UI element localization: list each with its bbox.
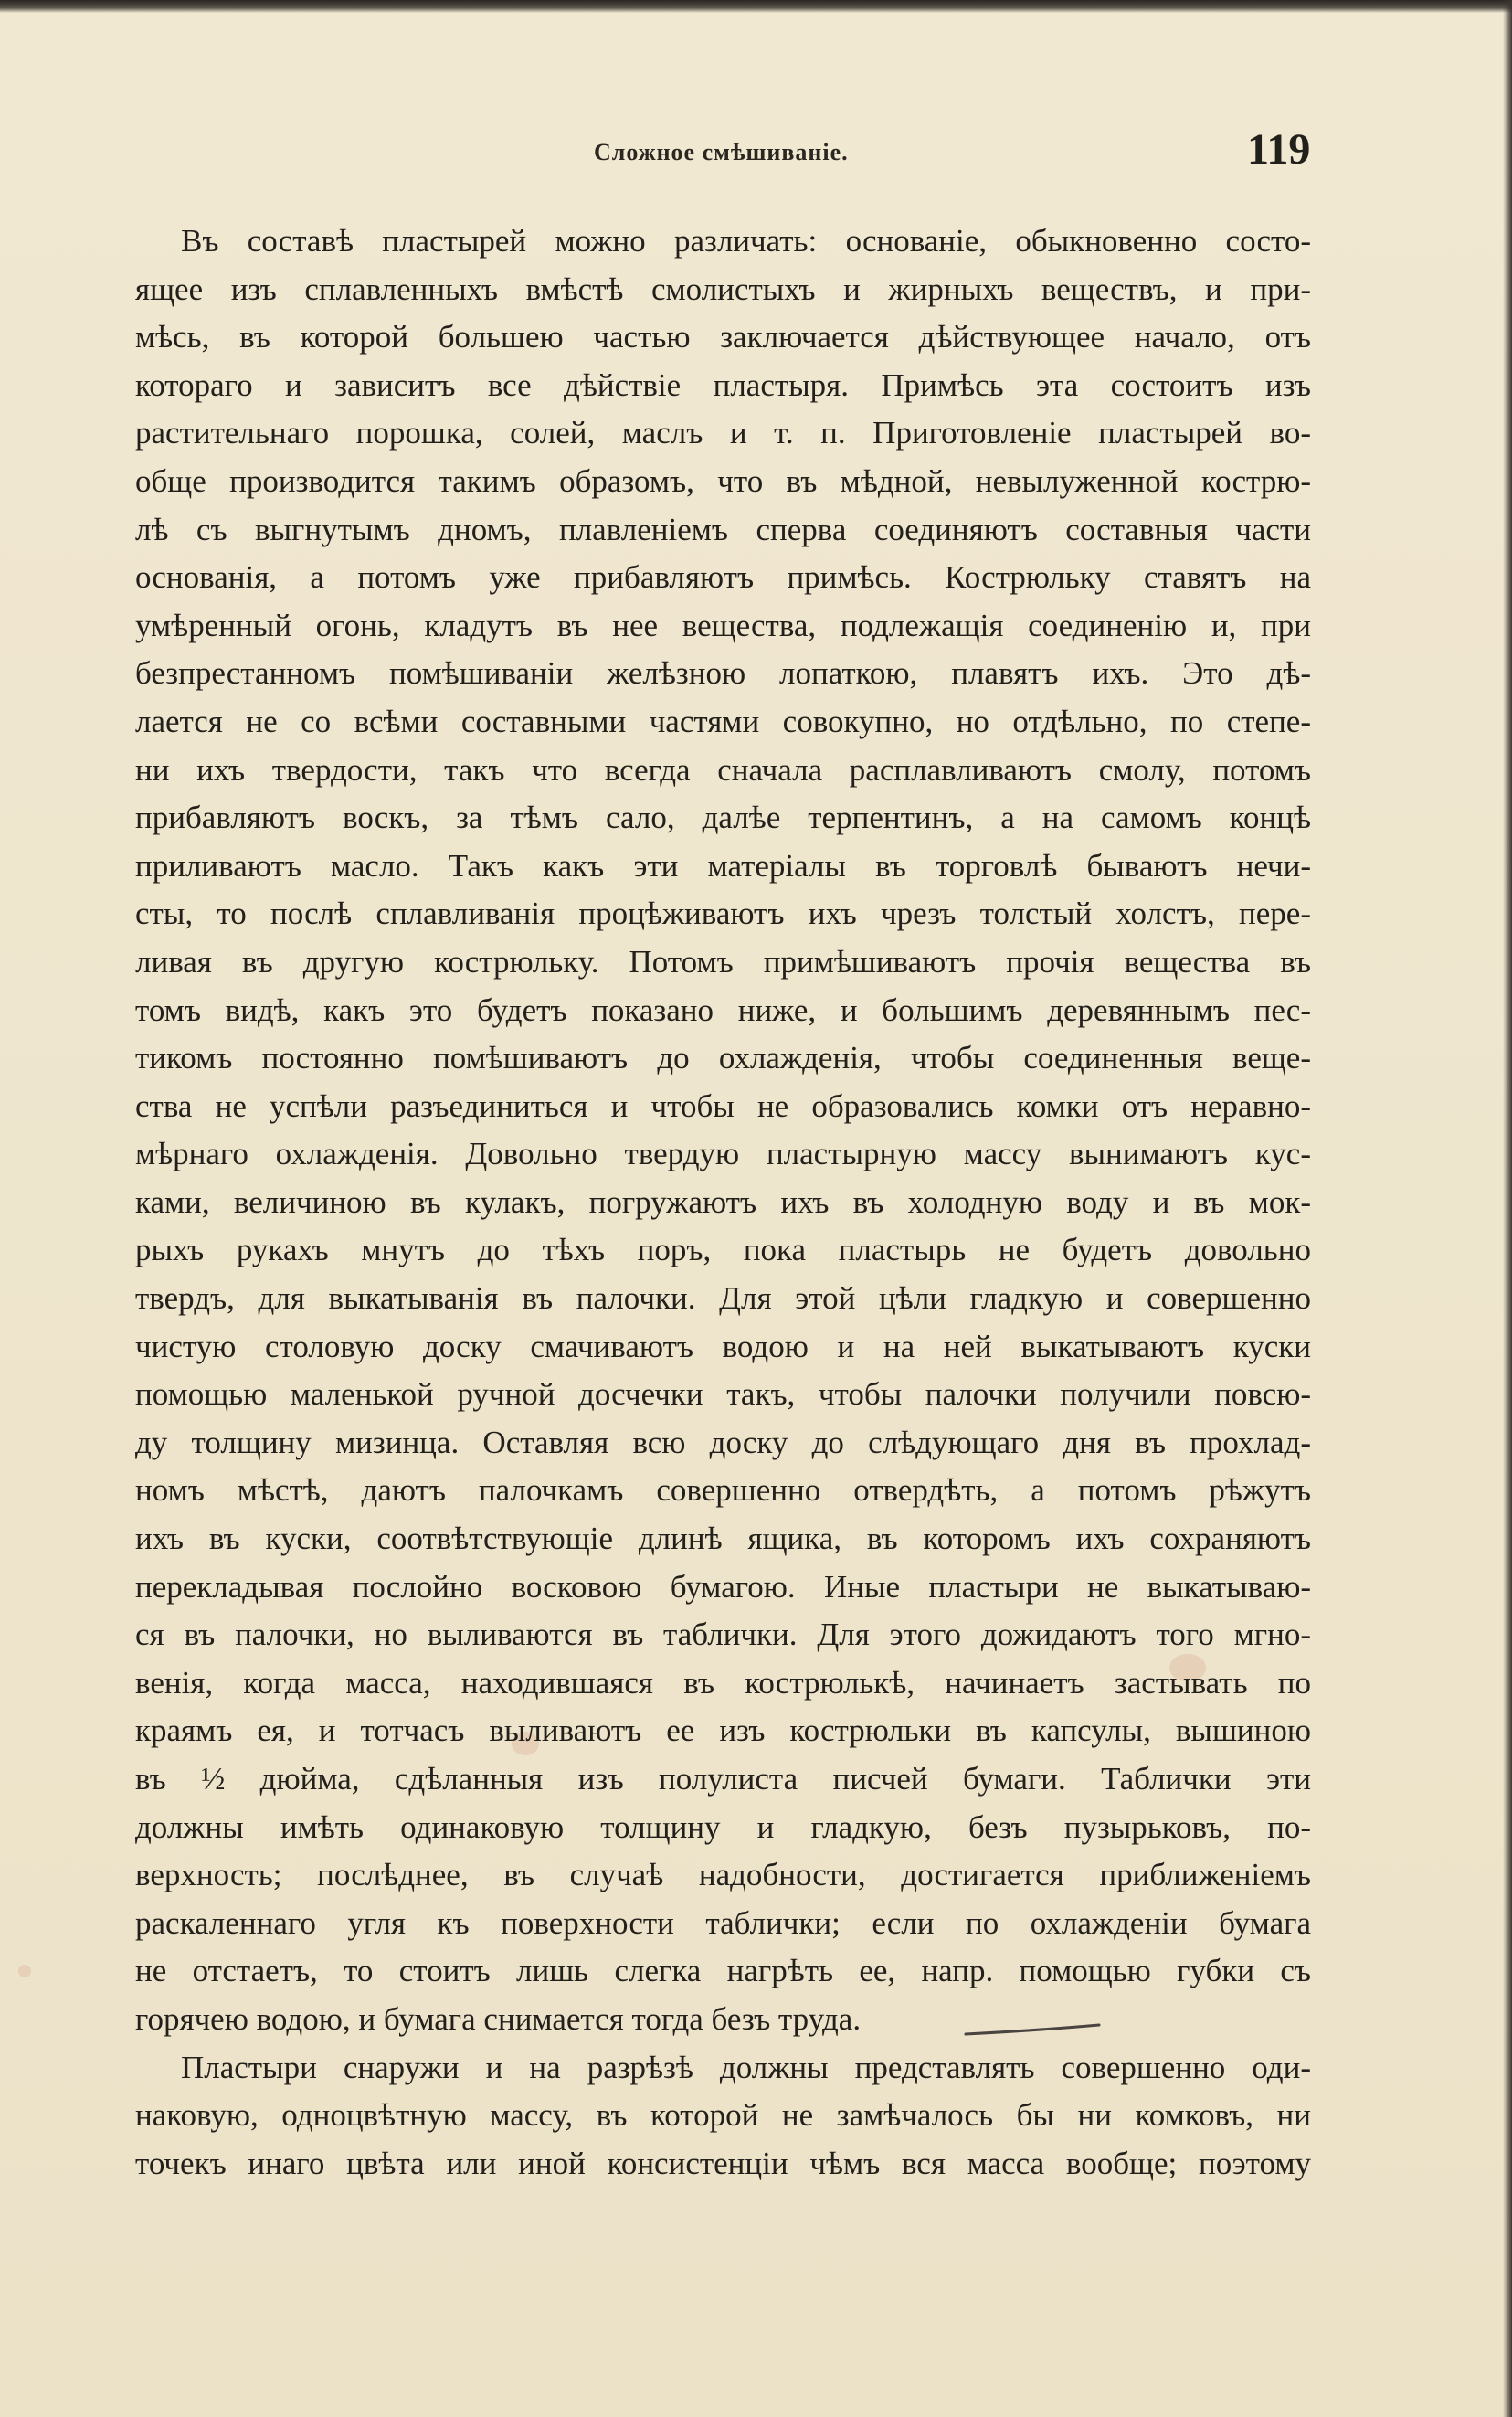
text-line: обще производится такимъ образомъ, что въ мѣдной, невылуженной кострю-: [135, 462, 1311, 499]
text-line: умѣренный огонь, кладутъ въ нее вещества, подлежащія соединенію и, при: [135, 607, 1311, 643]
page-top-edge: [0, 0, 1512, 13]
text-line: въ ½ дюйма, сдѣланныя изъ полулиста писчей бумаги. Таблички эти: [135, 1761, 1311, 1797]
text-line: приливаютъ масло. Такъ какъ эти матеріалы въ торговлѣ бываютъ нечи-: [135, 847, 1311, 884]
text-line: прибавляютъ воскъ, за тѣмъ сало, далѣе терпентинъ, а на самомъ концѣ: [135, 800, 1311, 836]
text-line: помощью маленькой ручной досчечки такъ, чтобы палочки получили повсю-: [135, 1376, 1311, 1413]
text-line: чистую столовую доску смачиваютъ водою и на ней выкатываютъ куски: [135, 1328, 1311, 1364]
text-line: ства не успѣли разъединиться и чтобы не образовались комки отъ неравно-: [135, 1087, 1311, 1124]
text-line: ни ихъ твердости, такъ что всегда сначала расплавливаютъ смолу, потомъ: [135, 751, 1311, 788]
text-line: должны имѣть одинаковую толщину и гладкую, безъ пузырьковъ, по-: [135, 1808, 1311, 1845]
text-line: котораго и зависитъ все дѣйствіе пластыря. Примѣсь эта состоитъ изъ: [135, 366, 1311, 403]
text-line: краямъ ея, и тотчасъ выливаютъ ее изъ кострюльки въ капсулы, вышиною: [135, 1712, 1311, 1749]
text-line: номъ мѣстѣ, даютъ палочкамъ совершенно отвердѣть, а потомъ рѣжутъ: [135, 1472, 1311, 1509]
text-line: не отстаетъ, то стоитъ лишь слегка нагрѣть ее, напр. помощью губки съ: [135, 1953, 1311, 1989]
text-line: наковую, одноцвѣтную массу, въ которой не замѣчалось бы ни комковъ, ни: [135, 2097, 1311, 2134]
text-line: Пластыри снаружи и на разрѣзѣ должны представлять совершенно оди-: [181, 2049, 1311, 2085]
text-line: мѣсь, въ которой большею частью заключается дѣйствующее начало, отъ: [135, 319, 1311, 355]
text-line: горячею водою, и бумага снимается тогда безъ труда.: [135, 2000, 862, 2037]
text-line: лается не со всѣми составными частями совокупно, но отдѣльно, по степе-: [135, 703, 1311, 739]
text-line: твердъ, для выкатыванія въ палочки. Для этой цѣли гладкую и совершенно: [135, 1280, 1311, 1317]
text-line: Въ составѣ пластырей можно различать: основаніе, обыкновенно состо-: [181, 223, 1311, 259]
text-line: растительнаго порошка, солей, маслъ и т. п. Приготовленіе пластырей во-: [135, 415, 1311, 451]
text-line: основанія, а потомъ уже прибавляютъ примѣсь. Кострюльку ставятъ на: [135, 559, 1311, 596]
text-line: перекладывая послойно восковою бумагою. Иные пластыри не выкатываю-: [135, 1568, 1311, 1605]
page-right-edge: [1503, 0, 1512, 2417]
text-line: ихъ въ куски, соотвѣтствующіе длинѣ ящика, въ которомъ ихъ сохраняютъ: [135, 1521, 1311, 1557]
text-line: точекъ инаго цвѣта или иной консистенціи чѣмъ вся масса вообще; поэтому: [135, 2145, 1311, 2181]
text-line: лѣ съ выгнутымъ дномъ, плавленіемъ сперва соединяютъ составныя части: [135, 511, 1311, 547]
page-number: 119: [1247, 125, 1311, 174]
text-line: рыхъ рукахъ мнутъ до тѣхъ поръ, пока пластырь не будетъ довольно: [135, 1232, 1311, 1268]
text-line: ками, величиною въ кулакъ, погружаютъ ихъ въ холодную воду и въ мок-: [135, 1183, 1311, 1220]
body-text: [135, 217, 1311, 2188]
pen-stroke-mark: [964, 2021, 1101, 2040]
text-line: раскаленнаго угля къ поверхности таблички; если по охлажденіи бумага: [135, 1904, 1311, 1941]
text-line: томъ видѣ, какъ это будетъ показано ниже, и большимъ деревяннымъ пес-: [135, 991, 1311, 1028]
text-line: сты, то послѣ сплавливанія процѣживаютъ ихъ чрезъ толстый холстъ, пере-: [135, 896, 1311, 932]
text-line: верхность; послѣднее, въ случаѣ надобности, достигается приближеніемъ: [135, 1857, 1311, 1893]
text-line: венія, когда масса, находившаяся въ кострюлькѣ, начинаетъ застывать по: [135, 1664, 1311, 1701]
text-line: тикомъ постоянно помѣшиваютъ до охлажденія, чтобы соединенныя веще-: [135, 1040, 1311, 1076]
running-head: Сложное смѣшиваніе.: [594, 139, 849, 165]
text-line: мѣрнаго охлажденія. Довольно твердую пластырную массу вынимаютъ кус-: [135, 1136, 1311, 1172]
text-line: ду толщину мизинца. Оставляя всю доску до слѣдующаго дня въ прохлад-: [135, 1424, 1311, 1460]
paper-stain: [18, 1965, 31, 1977]
text-line: ливая въ другую кострюльку. Потомъ примѣшиваютъ прочія вещества въ: [135, 943, 1311, 980]
text-line: ящее изъ сплавленныхъ вмѣстѣ смолистыхъ и жирныхъ веществъ, и при-: [135, 270, 1311, 307]
text-line: ся въ палочки, но выливаются въ таблички. Для этого дожидаютъ того мгно-: [135, 1617, 1311, 1653]
text-line: безпрестанномъ помѣшиваніи желѣзною лопаткою, плавятъ ихъ. Это дѣ-: [135, 655, 1311, 692]
